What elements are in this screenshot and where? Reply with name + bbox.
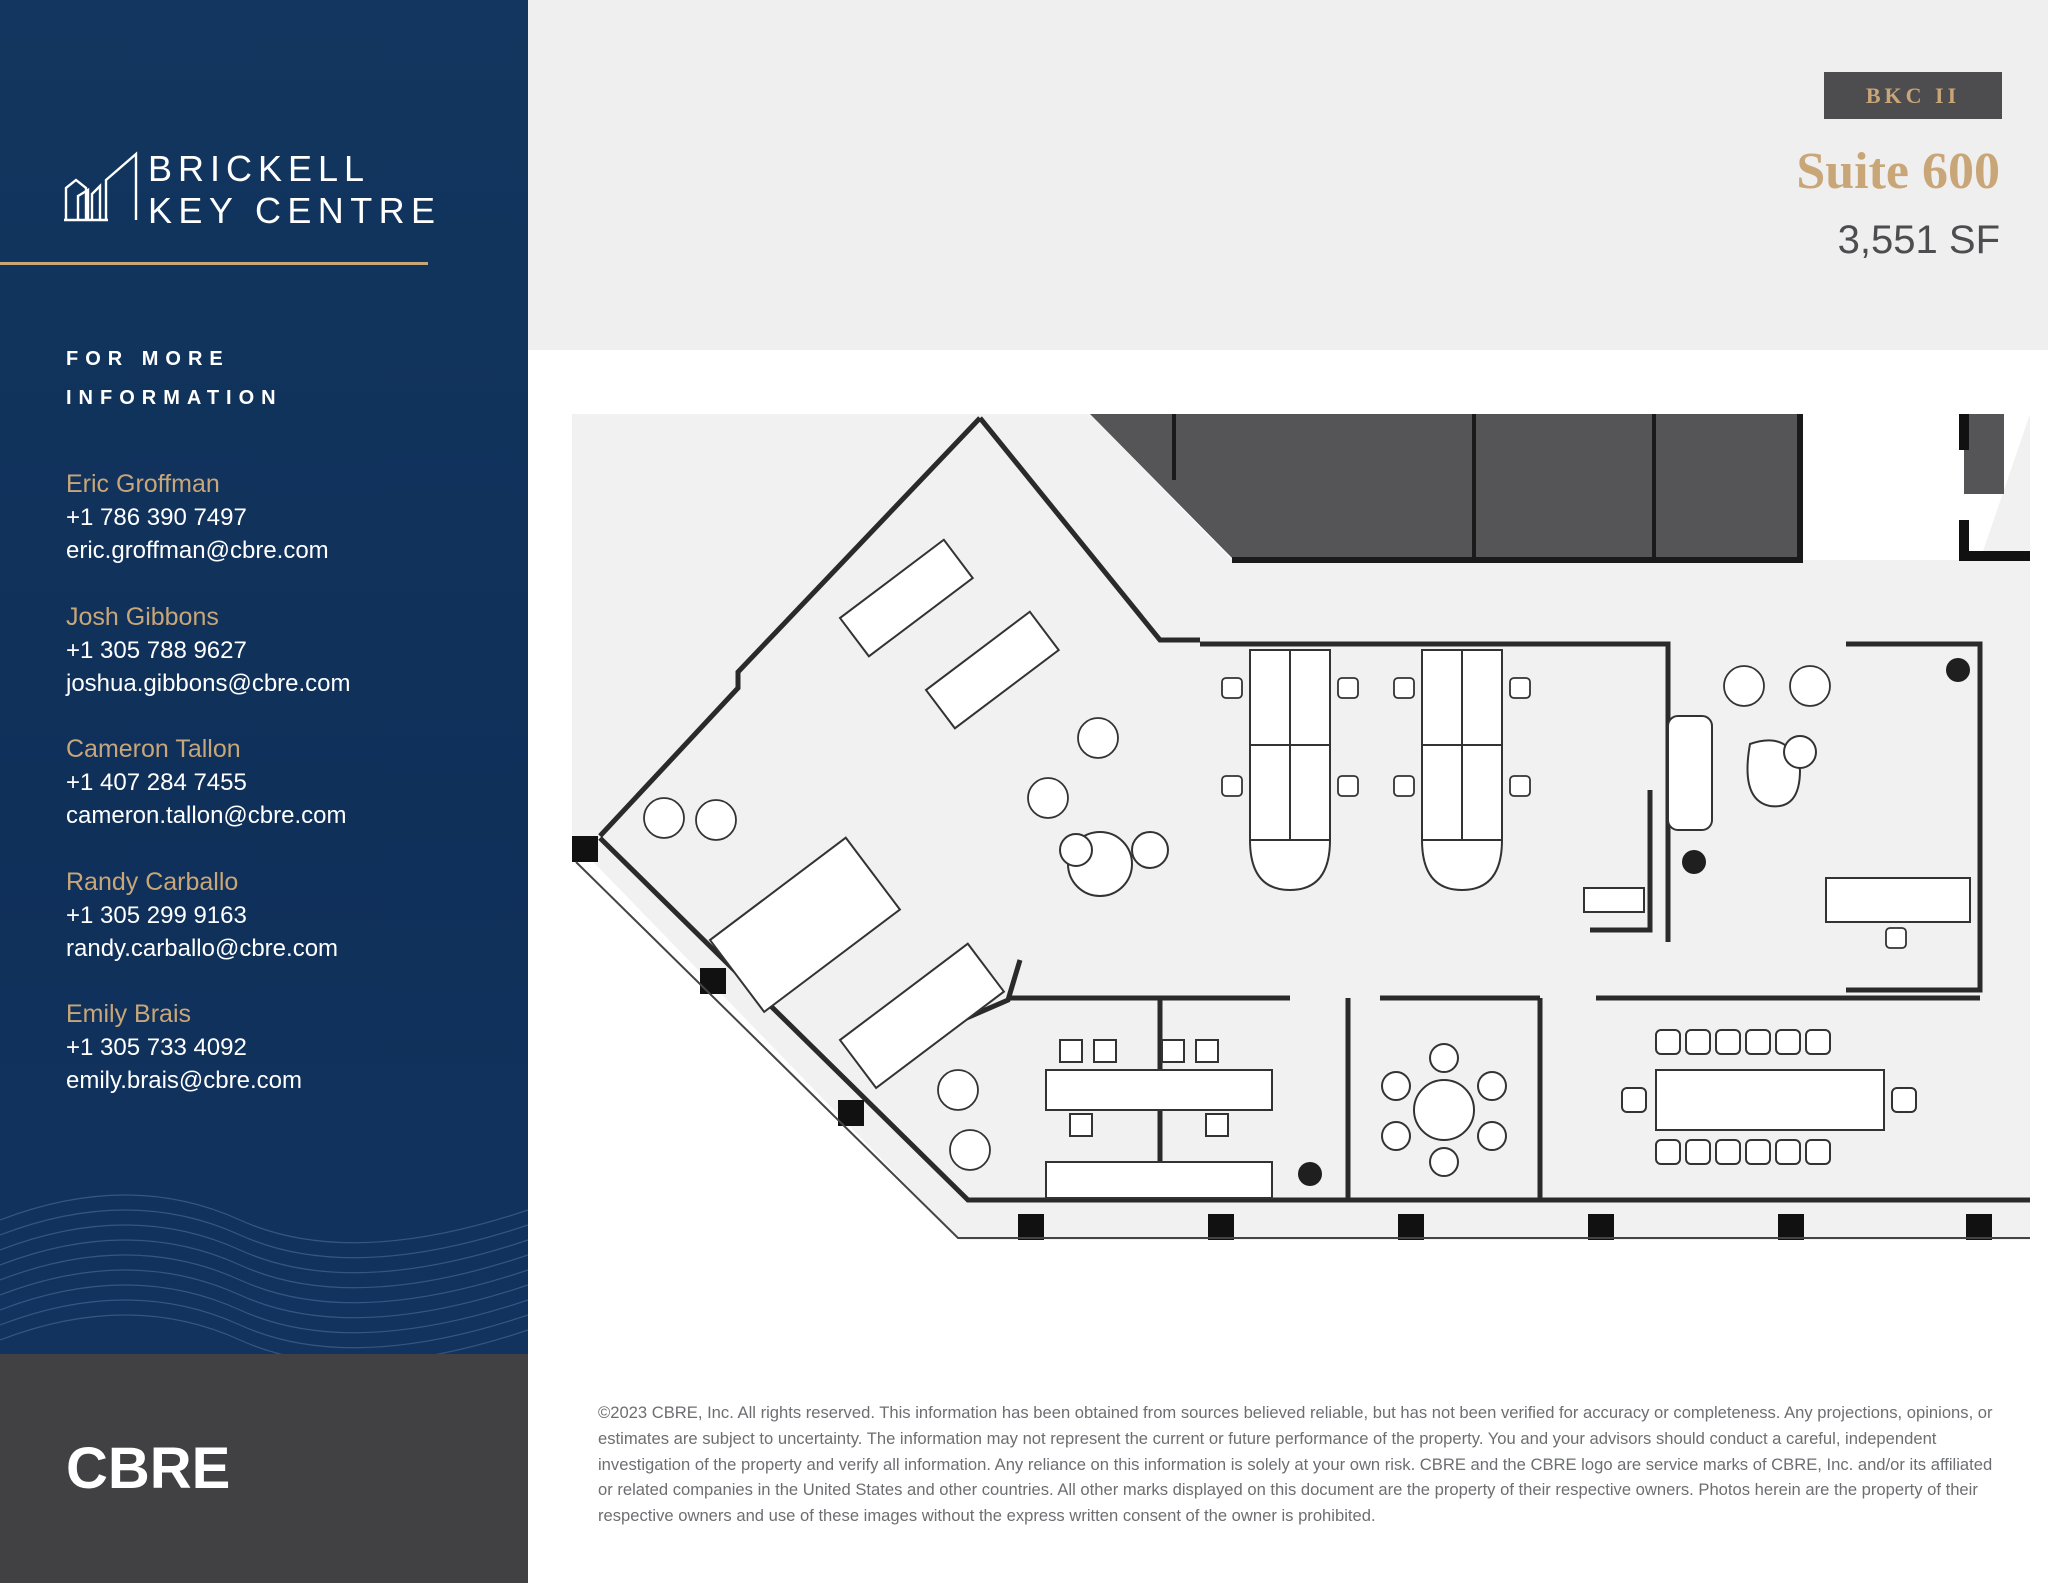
- contact-phone[interactable]: +1 305 788 9627: [66, 636, 247, 664]
- contact-phone[interactable]: +1 305 299 9163: [66, 901, 247, 929]
- contact-email[interactable]: cameron.tallon@cbre.com: [66, 802, 347, 829]
- contact-name: Emily Brais: [66, 1000, 192, 1028]
- legal-disclaimer: ©2023 CBRE, Inc. All rights reserved. This information has been obtained from sources believed reliable, but has not been verified for accuracy or completeness. Any projections, opinions, or estimates are subject to uncertainty. The information may not represent the current or future performance of the property. You and your advisors should conduct a careful, independent investigation of the property and verify all information. Any reliance on this information is solely at your own risk. CBRE and the CBRE logo are service marks of CBRE, Inc. and/or its affiliated or related companies in the United States and other countries. All other marks displayed on this document are the property of their respective owners. Photos herein are the property of their respective owners and use of these images without the express written consent of the owner is prohibited.: [598, 1403, 1993, 1526]
- contact-card: [66, 468, 351, 601]
- contact-name: Randy Carballo: [66, 867, 239, 896]
- contact-card: [66, 998, 351, 1131]
- contact-card: [66, 601, 351, 734]
- contact-name: Cameron Tallon: [66, 735, 241, 763]
- suite-title: Suite 600: [1796, 143, 2000, 200]
- contact-phone[interactable]: +1 305 733 4092: [66, 1034, 247, 1061]
- building-badge: BKC II: [1824, 72, 2002, 119]
- contact-email[interactable]: eric.groffman@cbre.com: [66, 537, 329, 564]
- contact-card: [66, 866, 351, 999]
- floor-plan: [570, 410, 2032, 1260]
- building-icon: [64, 150, 144, 222]
- contact-name: Eric Groffman: [66, 470, 220, 498]
- sidebar: [0, 0, 528, 1354]
- contact-email[interactable]: randy.carballo@cbre.com: [66, 934, 339, 962]
- contact-email[interactable]: emily.brais@cbre.com: [66, 1067, 302, 1094]
- contact-phone[interactable]: +1 786 390 7497: [66, 504, 247, 531]
- cbre-logo: CBRE: [66, 1436, 231, 1501]
- contact-card: [66, 733, 351, 866]
- contact-list: [66, 468, 351, 1131]
- building-core: [1090, 414, 2030, 562]
- contact-phone[interactable]: +1 407 284 7455: [66, 769, 247, 796]
- contact-email[interactable]: joshua.gibbons@cbre.com: [66, 669, 351, 697]
- suite-area: 3,551 SF: [1837, 218, 2000, 262]
- gold-divider: [0, 262, 428, 265]
- logo-text-line1: BRICKELL: [148, 148, 371, 189]
- logo-text-line2: KEY CENTRE: [148, 190, 442, 231]
- contact-name: Josh Gibbons: [66, 602, 219, 631]
- info-heading: FOR MORE INFORMATION: [66, 348, 283, 409]
- brickell-key-centre-logo: [64, 148, 444, 231]
- decorative-wave-lines: [0, 1180, 528, 1354]
